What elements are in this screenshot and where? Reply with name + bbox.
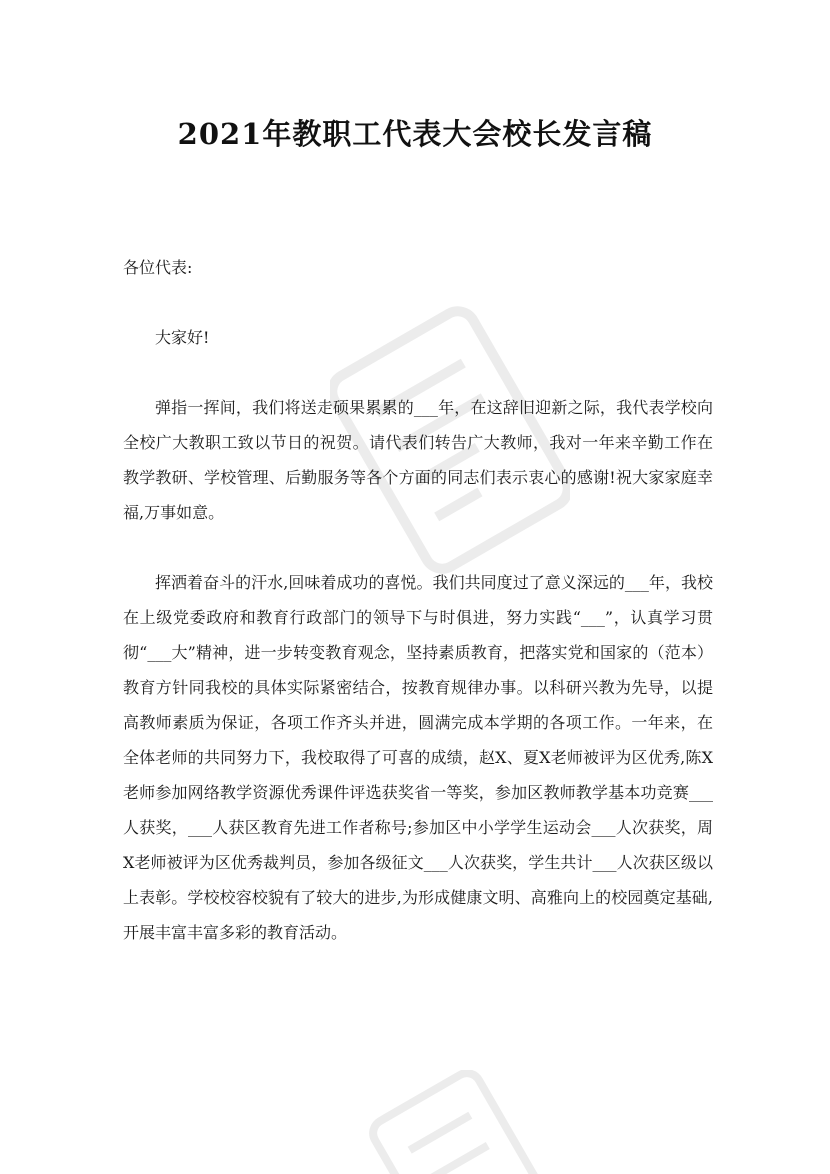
document-title: 2021年教职工代表大会校长发言稿 (177, 117, 653, 151)
salutation: 各位代表: (123, 258, 193, 277)
watermark-logo-bottom (360, 1070, 540, 1174)
paragraph-greeting: 大家好! (155, 328, 210, 347)
paragraph-new-year: 弹指一挥间，我们将送走硕果累累的___年，在这辞旧迎新之际，我代表学校向全校广大教职工致以节日的祝贺。请代表们转告广大教师，我对一年来辛勤工作在教学教研、学校管理、后勤服务等各个方面的同志们表示衷心的感谢!祝大家家庭幸福,万事如意。 (123, 398, 713, 522)
document-body (123, 250, 713, 985)
paragraph-achievements: 挥洒着奋斗的汗水,回味着成功的喜悦。我们共同度过了意义深远的___年，我校在上级党委政府和教育行政部门的领导下与时俱进，努力实践“___”，认真学习贯彻“___大”精神，进一步转变教育观念，坚持素质教育，把落实党和国家的（范本）教育方针同我校的具体实际紧密结合，按教育规律办事。以科研兴教为先导，以提高教师素质为保证，各项工作齐头并进，圆满完成本学期的各项工作。一年来，在全体老师的共同努力下，我校取得了可喜的成绩，赵X、夏X老师被评为区优秀,陈X老师参加网络教学资源优秀课件评选获奖省一等奖，参加区教师教学基本功竞赛___人获奖，___人获区教育先进工作者称号;参加区中小学学生运动会___人次获奖，周X老师被评为区优秀裁判员，参加各级征文___人次获奖，学生共计___人次获区级以上表彰。学校校容校貌有了较大的进步,为形成健康文明、高雅向上的校园奠定基础,开展丰富丰富多彩的教育活动。 (123, 573, 713, 942)
